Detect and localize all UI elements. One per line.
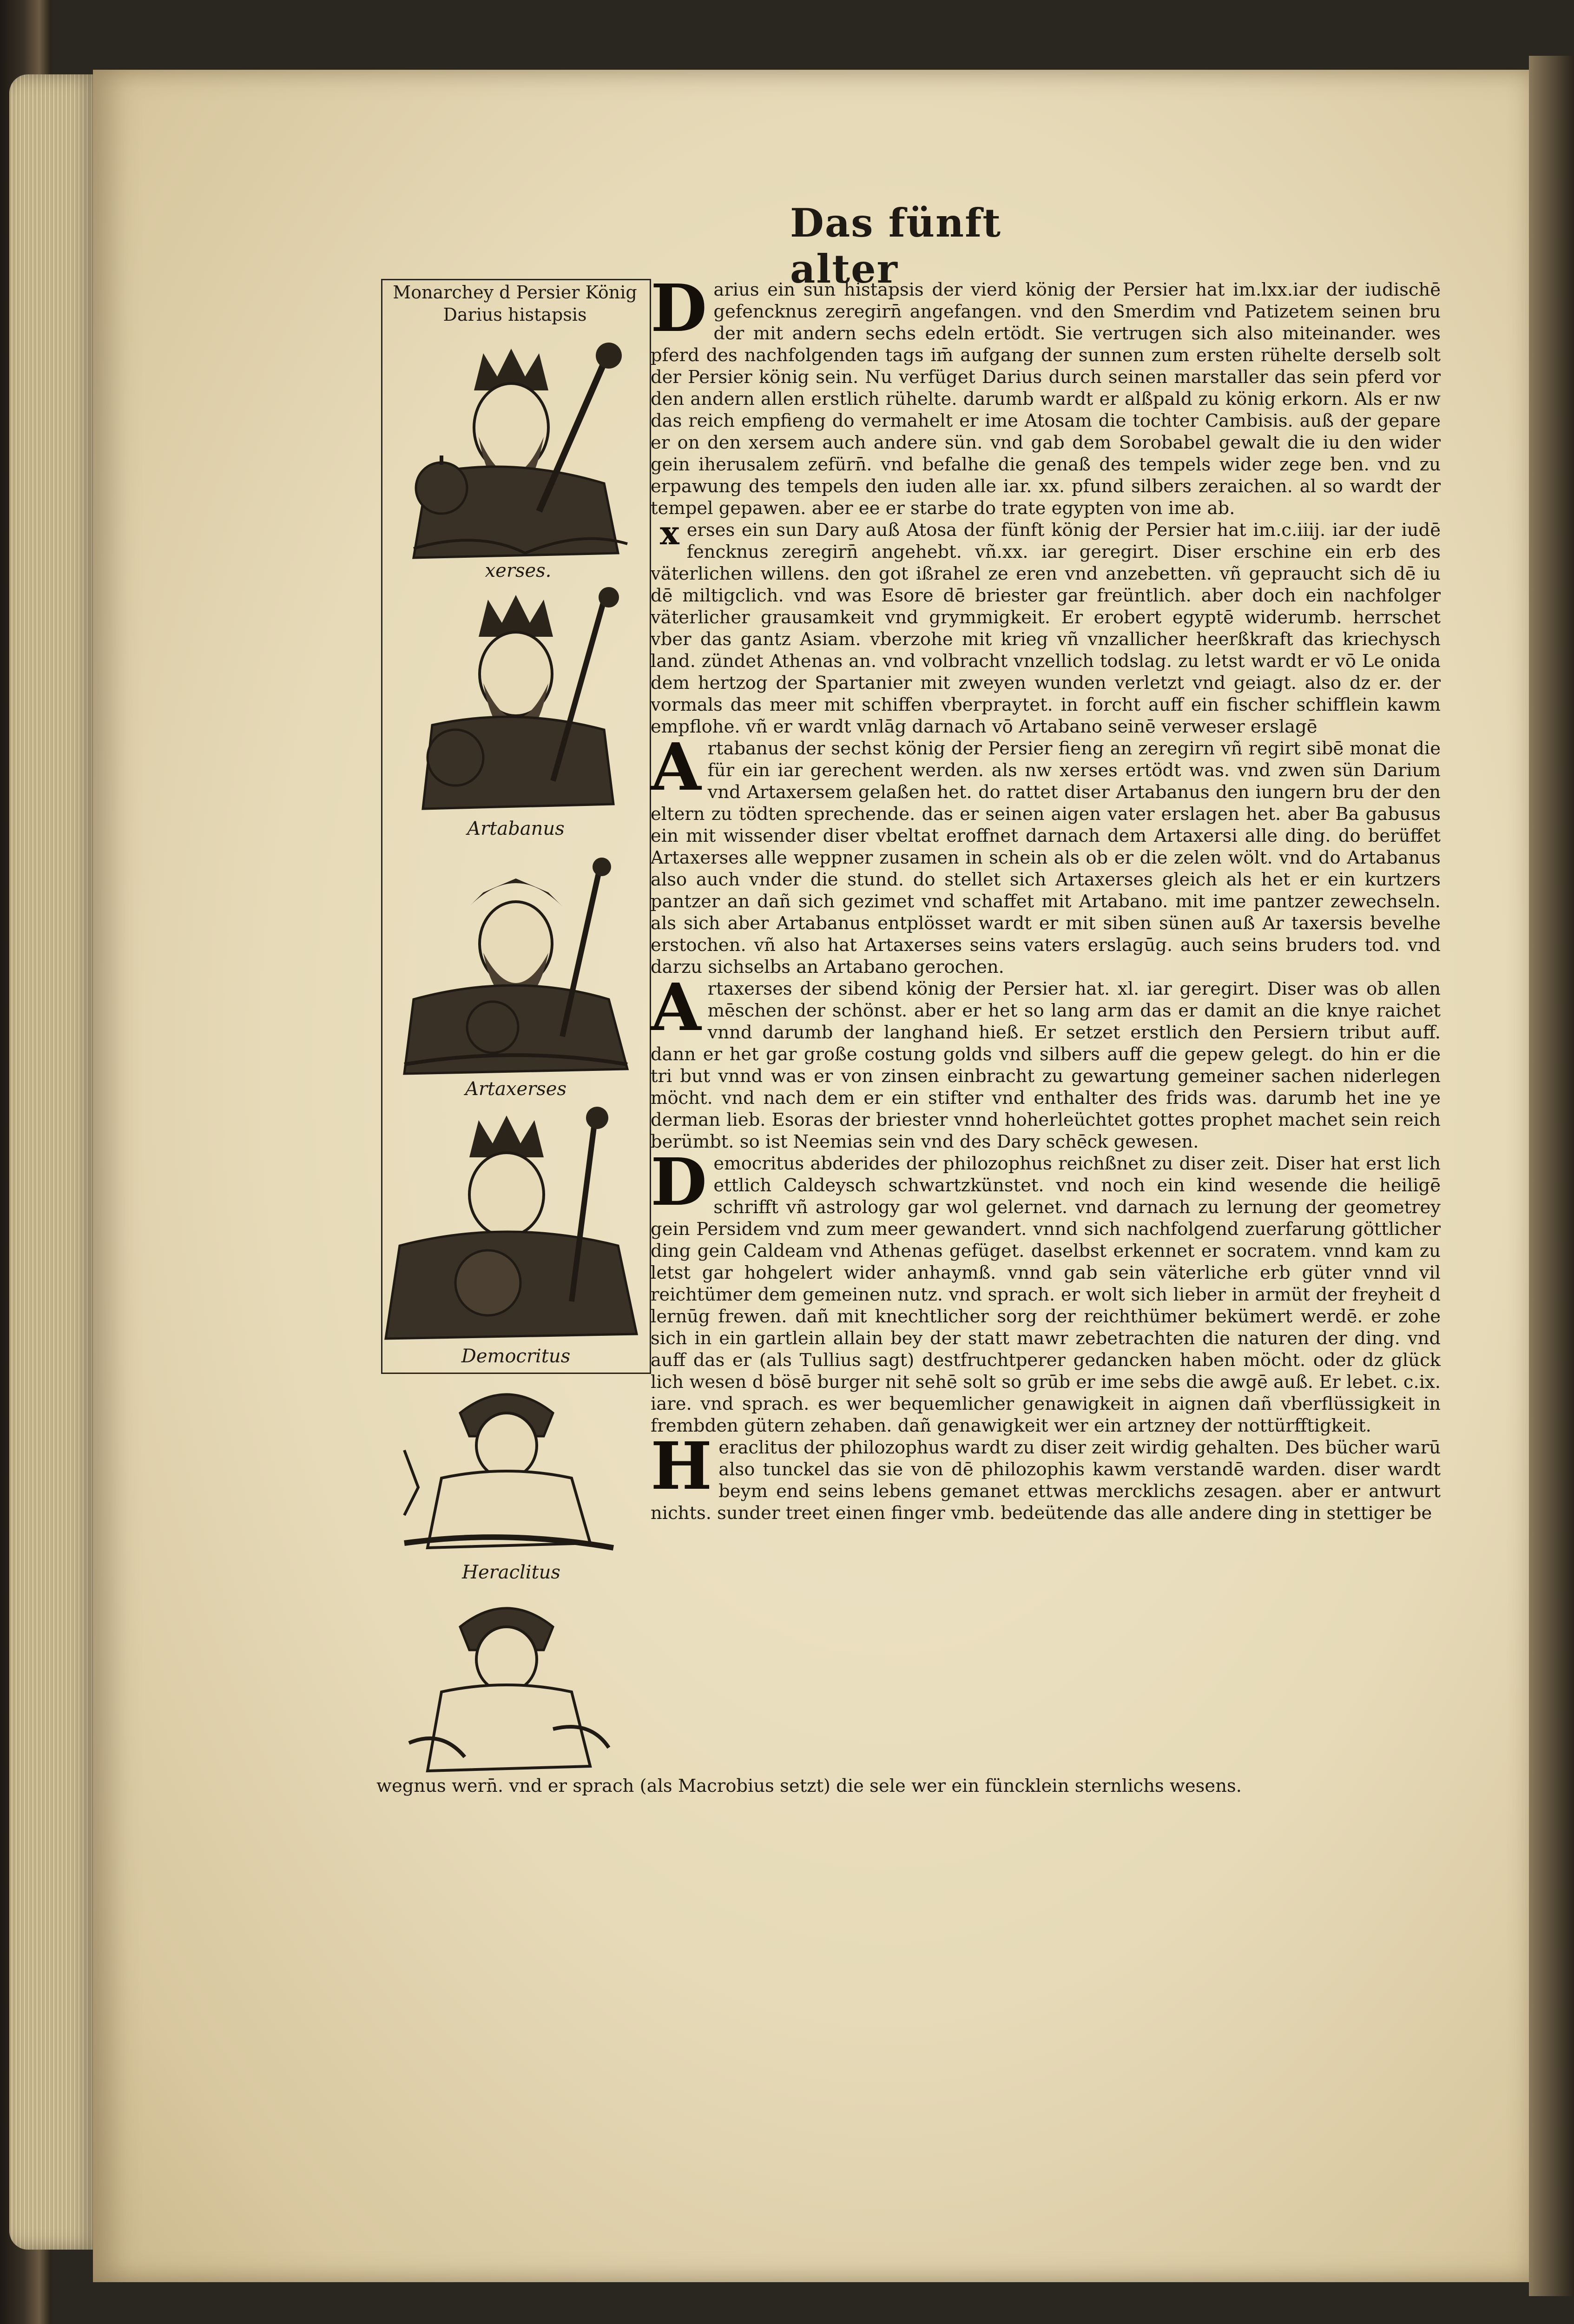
woodcut-darius (386, 335, 646, 567)
paragraph-artaxerses (651, 970, 1441, 1153)
caption-democritus: Democritus (461, 1346, 571, 1367)
illustration-title-box (382, 281, 647, 332)
woodcut-heraclitus (376, 1590, 637, 1776)
paragraph-text: arius ein sun histapsis der vierd könig der Persier hat im.lxx.iar der iudischē gefencknus zeregirn̄ angefangen. vnd den Smerdim vnd Patizetem seinen bru der mit andern sechs edeln ertödt. Sie vertrugen sich also miteinander. wes pferd des nachfolgenden tags im̄ aufgang der sunnen zum ersten rühelte derselb solt der Persier könig sein. Nu verfüget Darius durch seinen marstaller das sein pferd vor den andern allen erstlich rühelte. darumb wardt er alßpald zu könig erkorn. Als er nw das reich empfieng do vermahelt er ime Atosam die tochter Cambisis. auß der gepare er on den xersem auch andere sün. vnd gab dem Sorobabel gewalt die iu den wider gein iherusalem zefürn̄. vnd befalhe die genaß des tempels wider zege ben. vnd zu erpawung des tempels den iuden alle iar. xx. pfund silbers zeraichen. al so wardt der tempel gepawen. aber ee er starbe do trate egypten von ime ab. (651, 279, 1441, 519)
woodcut-artaxerses (376, 1106, 646, 1343)
dropcap: A (651, 729, 701, 805)
paragraph-text: eraclitus der philozophus wardt zu diser zeit wirdig gehalten. Des bücher warū also tunckel das sie von dē philozophis kawm verstandē warden. diser wardt beym end seins lebens gemanet ettwas mercklichs zesagen. aber er antwurt nichts. sunder treet einen finger vmb. bedeütende das alle andere ding in stettiger be (651, 1437, 1441, 1524)
final-line: wegnus wern̄. vnd er sprach (als Macrobius setzt) die sele wer ein füncklein sternlichs wesens. (376, 1776, 1242, 1796)
woodcut-xerses (386, 586, 646, 818)
dropcap: D (651, 271, 707, 347)
paragraph-xerses (651, 514, 1441, 738)
illustration-title: Monarchey d Persier König (393, 282, 637, 303)
dropcap: A (651, 970, 701, 1046)
dropcap: H (651, 1428, 712, 1505)
paragraph-text: erses ein sun Dary auß Atosa der fünft könig der Persier hat im.c.iiij. iar der iudē fencknus zeregirn̄ angehebt. vñ.xx. iar geregirt. Diser erschine ein erb des väterlichen willens. den got ißrahel ze eren vnd anzebetten. vñ gepraucht sich dē iu dē miltigclich. vnd was Esore dē briester gar freüntlich. aber doch ein nachfolger väterlicher grausamkeit vnd grymmigkeit. Er erobert egyptē widerumb. herrschet vber das gantz Asiam. vberzohe mit krieg vñ vnzallicher heerßkraft das kriechysch land. zündet Athenas an. vnd volbracht vnzellich todslag. zu letst wardt er vō Le onida dem hertzog der Spartanier mit zweyen wunden verletzt vnd geiagt. also dz er. der vormals das meer mit schiffen vberpraytet. in forcht auff ein fischer schifflein kawm empflohe. vñ er wardt vnlāg darnach vō Artabano seinē verweser erslagē (651, 520, 1441, 737)
caption-artabanus: Artabanus (467, 818, 565, 839)
page-edges (9, 74, 98, 2250)
paragraph-darius (651, 271, 1441, 519)
binding-shadow (1529, 56, 1574, 2296)
dropcap: x (660, 514, 679, 552)
paragraph-text: rtaxerses der sibend könig der Persier hat. xl. iar geregirt. Diser was ob allen mēschen der schönst. aber er het so lang arm das er damit an die knye raichet vnnd darumb der langhand hieß. Er setzet erstlich den Persiern tribut auff. dann er het gar große costung golds vnd silbers auff die gepew gelegt. do hin er die tri but vnnd was er von zinsen einbracht zu gewartung gemeiner sachen niderlegen möcht. vnd nach dem er ein stifter vnd enthalter des frids was. darumb het ine ye derman lieb. Esoras der briester vnnd hoherleüchtet gottes prophet machet sein reich berümbt. so ist Neemias sein vnd des Dary schēck gewesen. (651, 978, 1441, 1152)
caption-artaxerses: Artaxerses (465, 1078, 566, 1100)
dropcap: D (651, 1144, 707, 1221)
woodcut-democritus (376, 1376, 637, 1562)
illustration-subtitle: Darius histapsis (443, 304, 587, 325)
running-head: Das fünft alter (790, 200, 1002, 292)
paragraph-democritus (651, 1144, 1441, 1437)
caption-heraclitus: Heraclitus (462, 1562, 560, 1583)
paragraph-heraclitus (651, 1428, 1441, 1524)
woodcut-artabanus (386, 851, 646, 1083)
paragraph-text: emocritus abderides der philozophus reichßnet zu diser zeit. Diser hat erst lich ettlich Caldeysch schwartzkünstet. vnd noch ein kind wesende die heiligē schrifft vñ astrology gar wol gelernet. vnd darnach zu lernung der geometrey gein Persidem vnd zum meer gewandert. vnnd sich nachfolgend zuerfarung göttlicher ding gein Caldeam vnd Athenas gefüget. daselbst erkennet er socratem. vnnd kam zu letst gar hohgelert wider anhaymß. vnnd gab sein väterliche erb güter vnnd vil reichtümer dem gemeinen nutz. vnd sprach. er wolt sich lieber in armüt der freyheit d lernūg frewen. dañ mit knechtlicher sorg der reichthümer bekümert werdē. er zohe sich in ein gartlein allain bey der statt mawr zebetrachten die naturen der ding. vnd auff das er (als Tullius sagt) destfruchtperer gedancken haben möcht. oder dz glück lich wesen d bösē burger nit sehē solt so grūb er ime sebs die awgē auß. Er lebet. c.ix. iare. vnd sprach. es wer bequemlicher genawigkeit in aignen dañ vberflüssigkeit in frembden gütern zehaben. dañ genawigkeit wer ein artzney der nottürfftigkeit. (651, 1153, 1441, 1436)
paragraph-text: rtabanus der sechst könig der Persier fieng an zeregirn vñ regirt sibē monat die für ein iar gerechent werden. als nw xerses ertödt was. vnd zwen sün Darium vnd Artaxersem gelaßen het. do rattet diser Artabanus den iungern bru der den eltern zu tödten sprechende. das er seinen aigen vater erslagen het. aber Ba gabusus ein mit wissender diser vbeltat eroffnet darnach dem Artaxersi alle ding. do berüffet Artaxerses alle weppner zusamen in schein als ob er die zelen wölt. vnd do Artabanus also auch vnder die stund. do stellet sich Artaxerses gleich als het er ein kurtzers pantzer an dañ sich gezimet vnd schaffet mit Artabano. mit ime pantzer zewechseln. als sich aber Artabanus entplösset wardt er mit siben sünen auß Ar taxersis bevelhe erstochen. vñ also hat Artaxerses seins vaters erslagūg. auch seins bruders tod. vnd darzu sichselbs an Artabano gerochen. (651, 738, 1441, 977)
paragraph-artabanus (651, 729, 1441, 978)
caption-xerses: xerses. (485, 560, 552, 581)
main-text (651, 271, 1441, 1799)
